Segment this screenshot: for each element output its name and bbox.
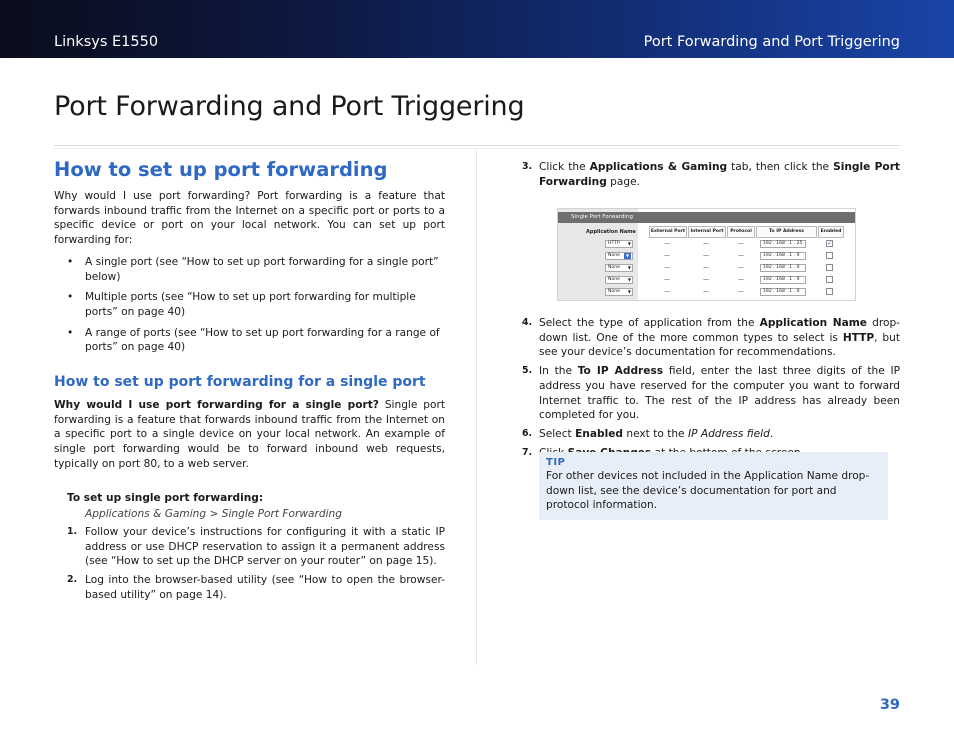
to-ip-address: 192 . 168 . 1 . 0 — [760, 264, 806, 272]
list-item: • A range of ports (see “How to set up port forwarding for a range of ports” on page 40) — [67, 326, 440, 354]
step-item: 6. Select Enabled next to the IP Address field. — [522, 427, 774, 440]
app-name-select: None ▼ — [605, 288, 633, 296]
enabled-checkbox — [826, 288, 833, 295]
enabled-checkbox: ✓ — [827, 240, 833, 247]
header-bar — [0, 0, 954, 58]
bullet-icon: • — [67, 291, 74, 304]
bullet-icon: • — [67, 326, 74, 339]
external-port: — — [664, 252, 670, 259]
protocol: — — [738, 288, 744, 295]
internal-port: — — [703, 240, 709, 247]
enabled-checkbox — [826, 252, 833, 259]
external-port: — — [664, 276, 670, 283]
app-name-select: HTTP ▼ — [605, 240, 633, 248]
chevron-down-icon: ▼ — [627, 241, 631, 246]
title-rule-secondary — [54, 148, 900, 149]
protocol: — — [738, 276, 744, 283]
protocol: — — [738, 240, 744, 247]
step-item: 2. Log into the browser-based utility (see “How to open the browser-based utility” on page 14). — [67, 574, 445, 601]
step-item: 3. Click the Applications & Gaming tab, then click the Single Port Forwarding page. — [522, 161, 900, 188]
tip-label: TIP — [546, 457, 566, 468]
app-name-select: None ▼ — [605, 264, 633, 272]
external-port: — — [664, 288, 670, 295]
menu-path: Applications & Gaming > Single Port Forwarding — [85, 508, 342, 521]
to-ip-address: 192 . 168 . 1 . 0 — [760, 276, 806, 284]
subsection-heading: How to set up port forwarding for a single port — [54, 374, 426, 391]
chevron-down-icon: ▼ — [627, 265, 631, 270]
section-heading: How to set up port forwarding — [54, 158, 388, 181]
to-ip-address: 192 . 168 . 1 . 25 — [760, 240, 806, 248]
list-item: • Multiple ports (see “How to set up port forwarding for multiple ports” on page 40) — [67, 291, 416, 318]
col-header: Internal Port — [688, 226, 726, 238]
header-product: Linksys E1550 — [54, 34, 159, 50]
step-item: 1. Follow your device’s instructions for configuring it with a static IP address or use DHCP reservation to assign it a permanent address (see “How to set up the DHCP server on your router” on page 15). — [67, 525, 445, 568]
to-ip-address: 192 . 168 . 1 . 0 — [760, 288, 806, 296]
intro-paragraph: Why would I use port forwarding? Port forwarding is a feature that forwards inbound traffic from the Internet on a specific port or ports to a specific device or port on your local network. You can set up port forwarding for: — [54, 190, 445, 247]
step-item: 7. — [522, 446, 533, 458]
external-port: — — [664, 264, 670, 271]
protocol: — — [738, 264, 744, 271]
enabled-checkbox — [826, 276, 833, 283]
chevron-down-icon: ▼ — [627, 277, 631, 282]
list-item: • A single port (see “How to set up port forwarding for a single port” below) — [67, 255, 439, 283]
screenshot-app-label: Application Name — [586, 229, 636, 235]
column-divider — [476, 150, 477, 665]
external-port: — — [664, 240, 670, 247]
chevron-down-icon: ▼ — [625, 253, 630, 258]
page-title: Port Forwarding and Port Triggering — [54, 91, 525, 122]
internal-port: — — [703, 288, 709, 295]
chevron-down-icon: ▼ — [627, 289, 631, 294]
right-column — [522, 160, 900, 189]
router-ui-screenshot — [557, 208, 856, 301]
step-item: 4. Select the type of application from the Application Name drop-down list. One of the more common types to select is HTTP, but see your device’s documentation for recommendations. — [522, 317, 901, 359]
app-name-select: None ▼ — [605, 276, 633, 284]
col-header: To IP Address — [756, 226, 817, 238]
title-rule — [54, 145, 900, 146]
procedure-label: To set up single port forwarding: — [67, 491, 264, 504]
screenshot-title-bar: Single Port Forwarding — [558, 212, 855, 223]
step-item: 5. In the To IP Address field, enter the last three digits of the IP address you have reserved for the computer you want to forward Internet traffic to. The rest of the IP address has already been completed for you. — [522, 365, 900, 422]
bullet-list — [54, 255, 445, 355]
steps-list-continued — [522, 160, 900, 189]
protocol: — — [738, 252, 744, 259]
internal-port: — — [703, 252, 709, 259]
page-number: 39 — [879, 697, 900, 713]
app-name-select: None ▼ — [605, 252, 633, 260]
to-ip-address: 192 . 168 . 1 . 0 — [760, 252, 806, 260]
why-question: Why would I use port forwarding for a single port? — [54, 399, 379, 412]
internal-port: — — [703, 276, 709, 283]
bullet-icon: • — [67, 255, 74, 268]
tip-text: For other devices not included in the Application Name drop-down list, see the device’s documentation for port and protocol information. — [546, 470, 870, 512]
right-column-lower — [522, 316, 900, 460]
internal-port: — — [703, 264, 709, 271]
steps-list — [54, 525, 445, 603]
steps-list-continued — [522, 316, 900, 460]
col-header: External Port — [649, 226, 687, 238]
left-column — [54, 158, 445, 602]
tip-box — [539, 452, 888, 520]
why-paragraph: Why would I use port forwarding for a single port? Single port forwarding is a feature that forwards inbound traffic from the Internet on a specific port to a single device on your local network. An example of single port forwarding would be to forward inbound web requests, typically on port 80, to a web server. — [54, 399, 445, 470]
enabled-checkbox — [826, 264, 833, 271]
header-section: Port Forwarding and Port Triggering — [643, 34, 900, 50]
col-header: Protocol — [727, 226, 755, 238]
col-header: Enabled — [818, 226, 844, 238]
